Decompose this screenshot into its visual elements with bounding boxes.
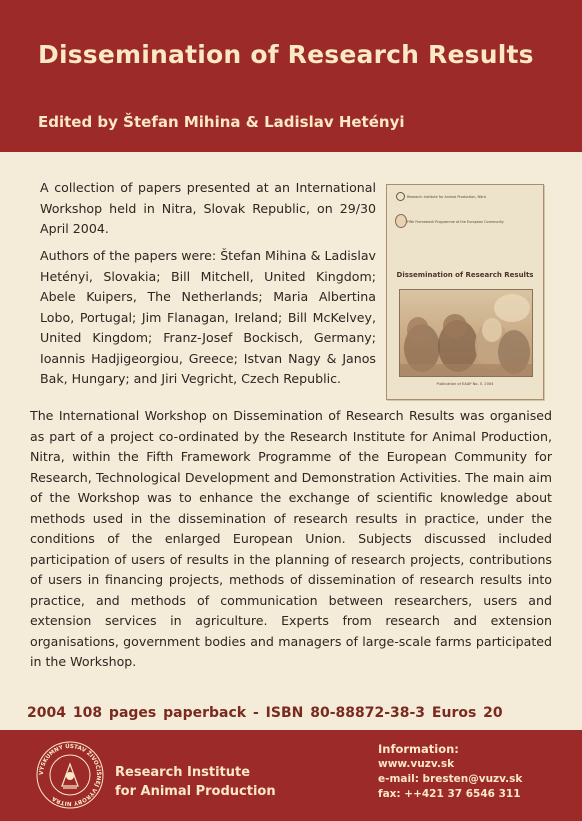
editors-line: Edited by Štefan Mihina & Ladislav Hetényi — [38, 113, 405, 131]
fax-number: fax: ++421 37 6546 311 — [378, 788, 521, 800]
intro-paragraph: A collection of papers presented at an International Workshop held in Nitra, Slovak Republic, on 29/30 April 2004. — [40, 180, 376, 236]
cover-programme-line: Fifth Framework Programme of the European Community — [407, 220, 504, 224]
header-band — [0, 0, 582, 152]
seal-text: VÝSKUMNÝ ÚSTAV ŽIVOČÍŠNEJ VÝROBY NITRA — [38, 743, 102, 807]
book-cover-image — [386, 184, 544, 400]
content-area — [0, 152, 582, 730]
description-paragraph: The International Workshop on Dissemination of Research Results was organised as part of a project co-ordinated by the Research Institute for Animal Production, Nitra, within the Fifth Framework Programme of the European Community for Research, Technological Development and Demonstration Activities. The main aim of the Workshop was to enhance the exchange of scientific knowledge about methods used in the dissemination of research results in practice, under the conditions of the enlarged European Union. Subjects discussed included participation of users of results in the planning of research projects, contributions of users in financing projects, methods of dissemination of research results into practice, and methods of communication between researchers, users and extension services in agriculture. Experts from research and extension organisations, government bodies and managers of large-scale farms participated in the Workshop. — [30, 408, 552, 669]
cover-programme-logo — [395, 214, 407, 228]
contact-info — [378, 742, 522, 802]
email-link[interactable]: e-mail: bresten@vuzv.sk — [378, 773, 523, 785]
institute-name — [115, 763, 276, 801]
institute-seal-logo — [35, 740, 105, 810]
cover-institute-logo — [396, 192, 405, 201]
institute-name-line2: for Animal Production — [115, 784, 276, 799]
info-heading: Information: — [378, 742, 459, 756]
footer-band — [0, 730, 582, 821]
authors-paragraph: Authors of the papers were: Štefan Mihina & Ladislav Hetényi, Slovakia; Bill Mitchell, United Kingdom; Abele Kuipers, The Netherlands; Maria Albertina Lobo, Portugal; Jim Flanagan, Ireland; Bill McKelvey, United Kingdom; Franz-Josef Bockisch, Germany; Ioannis Hadjigeorgiou, Greece; Istvan Nagy & Janos Bak, Hungary; and Jiri Vegricht, Czech Republic. — [40, 248, 376, 386]
cover-institute-line: Research Institute for Animal Production, Nitra — [407, 195, 486, 199]
page-title: Dissemination of Research Results — [38, 40, 534, 69]
cover-footer-text: Publication of EAAP No. 5, 2004 — [436, 382, 494, 386]
cover-animals-photo — [399, 289, 533, 377]
institute-name-line1: Research Institute — [115, 765, 251, 780]
publication-info: 2004 108 pages paperback - ISBN 80-88872-38-3 Euros 20 — [27, 705, 503, 721]
cover-title: Dissemination of Research Results — [396, 271, 534, 279]
website-link[interactable]: www.vuzv.sk — [378, 758, 455, 770]
